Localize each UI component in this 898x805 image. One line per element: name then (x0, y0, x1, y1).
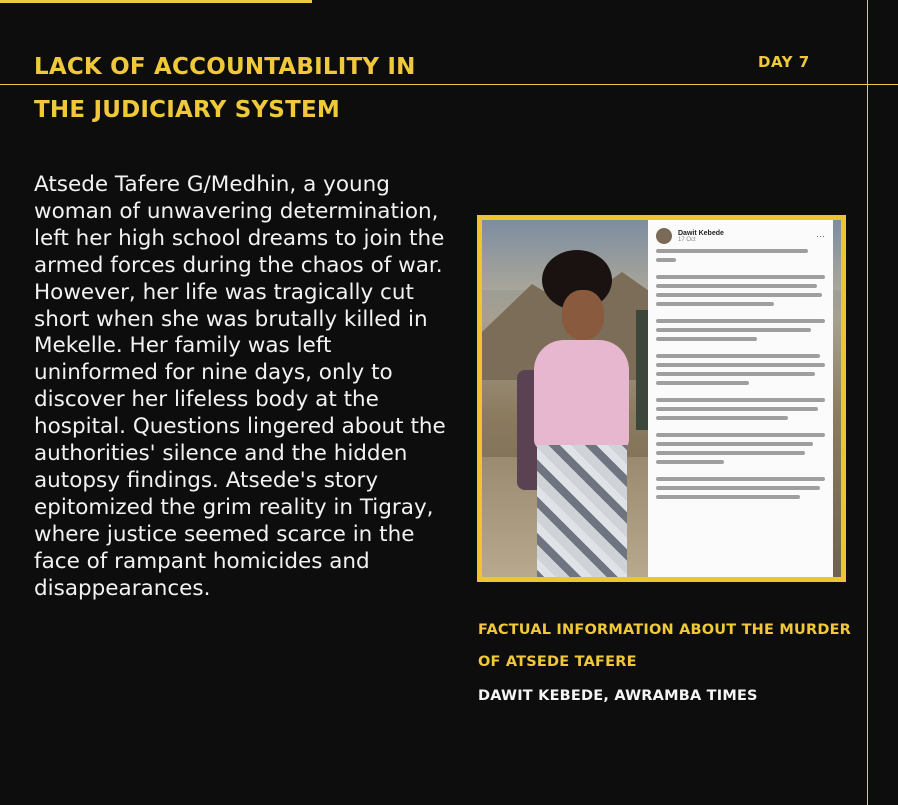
photo-pants (537, 445, 627, 577)
post-text-line (656, 460, 724, 464)
post-text-line (656, 398, 825, 402)
post-text-line (656, 433, 825, 437)
page-title (34, 47, 504, 130)
post-text-line (656, 337, 757, 341)
post-text-line (656, 451, 805, 455)
top-accent-bar (0, 0, 312, 3)
post-text-line (656, 477, 825, 481)
post-text-line (656, 328, 811, 332)
photo-caption (478, 614, 858, 678)
post-header (656, 228, 825, 244)
social-post-screenshot (648, 220, 833, 577)
day-label: DAY 7 (758, 53, 810, 71)
title-line-1: LACK OF ACCOUNTABILITY IN (34, 54, 416, 80)
post-text-line (656, 407, 818, 411)
post-avatar (656, 228, 672, 244)
post-text-line (656, 293, 822, 297)
post-text-line (656, 319, 825, 323)
post-text-line (656, 258, 676, 262)
post-text-line (656, 284, 817, 288)
post-text-line (656, 495, 800, 499)
post-text-line (656, 302, 774, 306)
post-text-line (656, 416, 788, 420)
title-line-2: THE JUDICIARY SYSTEM (34, 97, 340, 123)
post-text-line (656, 275, 825, 279)
right-vertical-rule (867, 0, 868, 805)
post-text-line (656, 372, 815, 376)
story-paragraph: Atsede Tafere G/Medhin, a young woman of unwavering determination, left her high school dreams to join the armed forces during the chaos of war. However, her life was tragically cut short when she was brutally killed in Mekelle. Her family was left uninformed for nine days, only to discover her lifeless body at the hospital. Questions lingered about the authorities' silence and the hidden autopsy findings. Atsede's story epitomized the grim reality in Tigray, where justice seemed scarce in the face of rampant homicides and disappearances. (34, 172, 446, 601)
post-text-line (656, 354, 820, 358)
photo-person (512, 250, 642, 577)
post-date: 17 Oct (678, 236, 696, 243)
photo-collage (482, 220, 841, 577)
post-text-line (656, 486, 820, 490)
post-text-line (656, 442, 813, 446)
photo-face (562, 290, 604, 340)
photo-credit: DAWIT KEBEDE, AWRAMBA TIMES (478, 688, 758, 704)
more-options-icon: ··· (816, 231, 825, 241)
post-text-line (656, 249, 808, 253)
caption-line-1: FACTUAL INFORMATION ABOUT THE MURDER (478, 622, 852, 638)
post-text-line (656, 363, 825, 367)
photo-shirt (534, 340, 629, 450)
post-text-line (656, 381, 749, 385)
post-author: Dawit Kebede (678, 229, 724, 237)
photo-frame (477, 215, 846, 582)
caption-line-2: OF ATSEDE TAFERE (478, 654, 637, 670)
